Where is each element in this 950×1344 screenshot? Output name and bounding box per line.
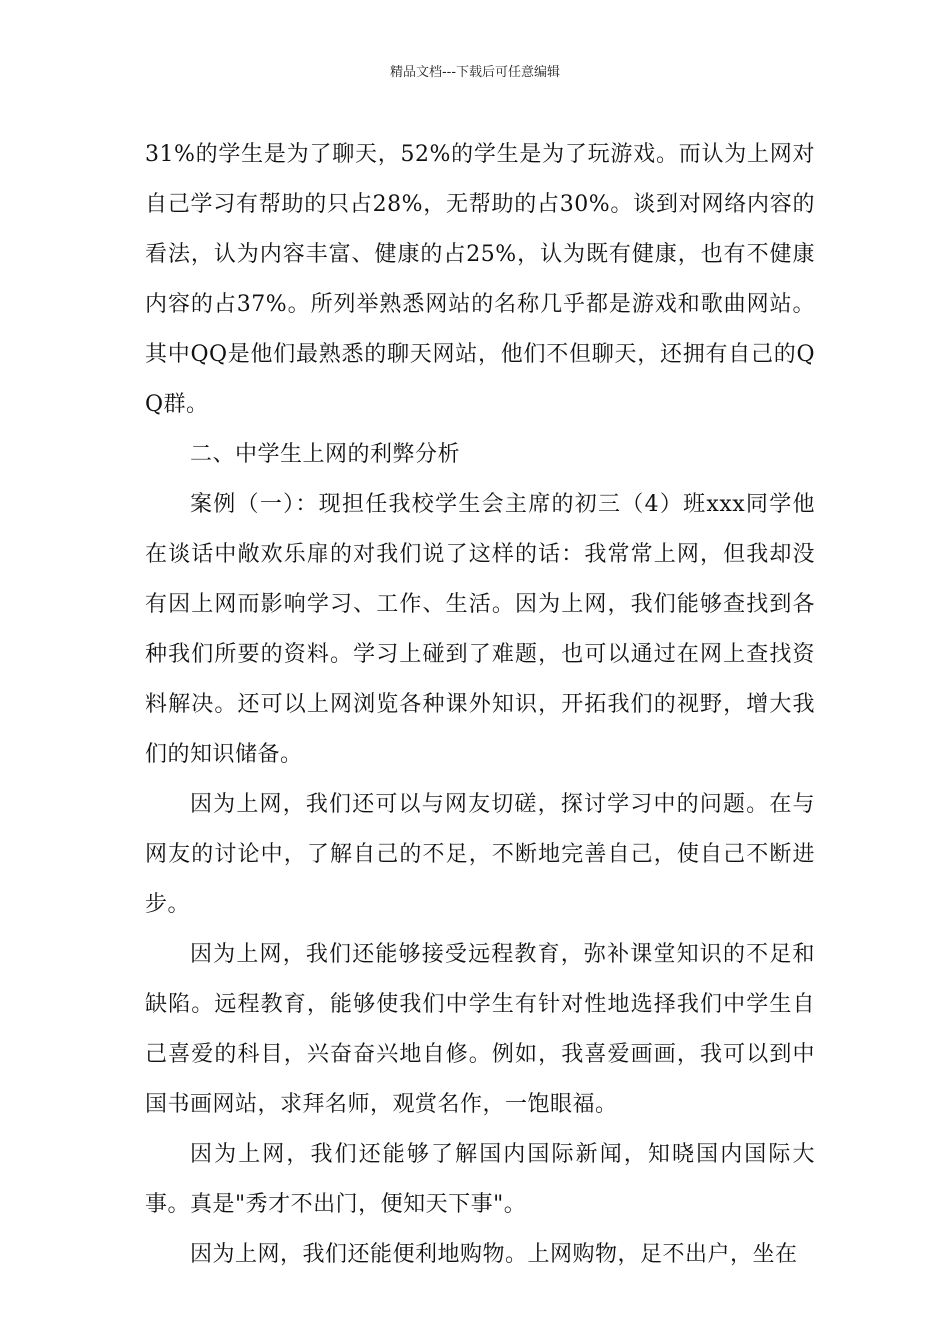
paragraph-case-one: 案例（一）：现担任我校学生会主席的初三（4）班xxx同学他在谈话中敞欢乐扉的对我们说了这样的话：我常常上网，但我却没有因上网而影响学习、工作、生活。因为上网，我们能够查找到各种我们所要的资料。学习上碰到了难题，也可以通过在网上查找资料解决。还可以上网浏览各种课外知识，开拓我们的视野，增大我们的知识储备。 (145, 492, 815, 767)
paragraph-survey-results: 31%的学生是为了聊天，52%的学生是为了玩游戏。而认为上网对自己学习有帮助的只占28%，无帮助的占30%。谈到对网络内容的看法，认为内容丰富、健康的占25%，认为既有健康，也有不健康内容的占37%。所列举熟悉网站的名称几乎都是游戏和歌曲网站。其中QQ是他们最熟悉的聊天网站，他们不但聊天，还拥有自己的QQ群。 (145, 142, 815, 417)
document-body (145, 130, 815, 1280)
paragraph-news: 因为上网，我们还能够了解国内国际新闻，知晓国内国际大事。真是"秀才不出门，便知天下事"。 (145, 1142, 815, 1217)
page-header: 精品文档---下载后可任意编辑 (389, 65, 561, 80)
paragraph-shopping: 因为上网，我们还能便利地购物。上网购物，足不出户，坐在 (190, 1242, 798, 1267)
section-heading: 二、中学生上网的利弊分析 (190, 442, 461, 467)
paragraph-remote-education: 因为上网，我们还能够接受远程教育，弥补课堂知识的不足和缺陷。远程教育，能够使我们中学生有针对性地选择我们中学生自己喜爱的科目，兴奋奋兴地自修。例如，我喜爱画画，我可以到中国书画网站，求拜名师，观赏名作，一饱眼福。 (145, 942, 815, 1117)
paragraph-netfriends: 因为上网，我们还可以与网友切磋，探讨学习中的问题。在与网友的讨论中，了解自己的不足，不断地完善自己，使自己不断进步。 (145, 792, 815, 917)
